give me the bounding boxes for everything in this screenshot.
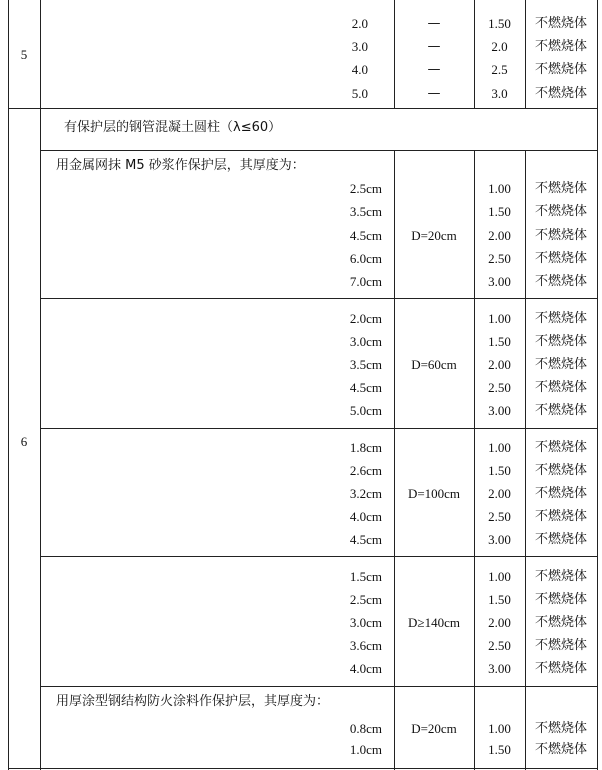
combustibility-category: 不燃烧体 — [534, 509, 587, 524]
fire-limit-value: 3.00 — [488, 532, 511, 547]
section-number: 5 — [20, 47, 28, 62]
column-divider — [525, 298, 526, 428]
fire-limit-value: 2.00 — [488, 486, 511, 501]
thickness-value: 3.5cm — [349, 357, 382, 372]
thickness-value: 5.0cm — [349, 403, 382, 418]
column-divider — [474, 686, 475, 770]
fire-limit-value: 1.50 — [488, 204, 511, 219]
combustibility-category: 不燃烧体 — [534, 638, 587, 653]
fire-limit-value: 3.00 — [488, 403, 511, 418]
group-rule — [40, 686, 597, 687]
column-divider — [525, 150, 526, 298]
thickness-value: 1.5cm — [349, 569, 382, 584]
thickness-value: 2.5cm — [349, 181, 382, 196]
thickness-value: 4.0cm — [349, 661, 382, 676]
diameter-condition: D=20cm — [411, 228, 457, 243]
combustibility-category: 不燃烧体 — [534, 228, 587, 243]
thickness-value: 4.5cm — [349, 532, 382, 547]
fire-limit-value: 2.00 — [488, 228, 511, 243]
fire-limit-value: 1.00 — [488, 181, 511, 196]
row-rule — [40, 150, 597, 151]
condition-dash: — — [427, 86, 441, 101]
column-divider — [394, 428, 395, 556]
fire-limit-value: 3.00 — [488, 661, 511, 676]
thickness-value: 2.6cm — [349, 463, 382, 478]
fire-limit-value: 2.50 — [488, 251, 511, 266]
combustibility-category: 不燃烧体 — [534, 615, 587, 630]
diameter-condition: D≥140cm — [408, 615, 460, 630]
combustibility-category: 不燃烧体 — [534, 86, 587, 101]
fire-limit-value: 1.50 — [488, 334, 511, 349]
thickness-value: 1.8cm — [349, 440, 382, 455]
combustibility-category: 不燃烧体 — [534, 569, 587, 584]
fire-limit-value: 1.50 — [488, 742, 511, 757]
combustibility-category: 不燃烧体 — [534, 661, 587, 676]
column-divider — [394, 556, 395, 686]
column-divider — [525, 686, 526, 770]
table-border-right — [597, 0, 598, 770]
fire-limit-value: 1.50 — [488, 463, 511, 478]
column-divider — [474, 428, 475, 556]
group-rule — [40, 298, 597, 299]
fire-limit-value: 1.00 — [488, 569, 511, 584]
fire-limit-value: 1.00 — [488, 440, 511, 455]
section-rule — [8, 108, 597, 109]
combustibility-category: 不燃烧体 — [534, 204, 587, 219]
column-divider — [474, 0, 475, 108]
protection-intro: 用厚涂型钢结构防火涂料作保护层，其厚度为： — [56, 694, 330, 709]
thickness-value: 3.2cm — [349, 486, 382, 501]
combustibility-category: 不燃烧体 — [534, 16, 587, 31]
combustibility-category: 不燃烧体 — [534, 251, 587, 266]
combustibility-category: 不燃烧体 — [534, 357, 587, 372]
combustibility-category: 不燃烧体 — [534, 380, 587, 395]
combustibility-category: 不燃烧体 — [534, 721, 587, 736]
combustibility-category: 不燃烧体 — [534, 486, 587, 501]
fire-limit-value: 1.50 — [488, 592, 511, 607]
thickness-value: 7.0cm — [349, 274, 382, 289]
group-rule — [40, 428, 597, 429]
combustibility-category: 不燃烧体 — [534, 463, 587, 478]
combustibility-category: 不燃烧体 — [534, 311, 587, 326]
condition-dash: — — [427, 62, 441, 77]
combustibility-category: 不燃烧体 — [534, 592, 587, 607]
thickness-value: 3.0cm — [349, 615, 382, 630]
fire-limit-value: 2.50 — [488, 380, 511, 395]
thickness-value: 2.0 — [351, 16, 368, 31]
thickness-value: 3.0 — [351, 39, 368, 54]
diameter-condition: D=100cm — [407, 486, 461, 501]
combustibility-category: 不燃烧体 — [534, 403, 587, 418]
fire-limit-value: 2.0 — [491, 39, 508, 54]
thickness-value: 4.5cm — [349, 380, 382, 395]
thickness-value: 3.6cm — [349, 638, 382, 653]
fire-limit-value: 1.00 — [488, 721, 511, 736]
thickness-value: 4.0 — [351, 62, 368, 77]
thickness-value: 3.5cm — [349, 204, 382, 219]
fire-limit-value: 3.00 — [488, 274, 511, 289]
fire-limit-value: 1.00 — [488, 311, 511, 326]
column-divider — [394, 298, 395, 428]
thickness-value: 0.8cm — [349, 721, 382, 736]
section-number-divider — [40, 0, 41, 770]
column-divider — [394, 686, 395, 770]
combustibility-category: 不燃烧体 — [534, 440, 587, 455]
combustibility-category: 不燃烧体 — [534, 532, 587, 547]
thickness-value: 2.5cm — [349, 592, 382, 607]
table-border-left — [8, 0, 9, 770]
fire-limit-value: 1.50 — [488, 16, 511, 31]
column-divider — [525, 428, 526, 556]
diameter-condition: D=60cm — [411, 357, 457, 372]
column-divider — [394, 150, 395, 298]
combustibility-category: 不燃烧体 — [534, 181, 587, 196]
fire-limit-value: 2.50 — [488, 638, 511, 653]
fire-limit-value: 2.5 — [491, 62, 508, 77]
combustibility-category: 不燃烧体 — [534, 742, 587, 757]
combustibility-category: 不燃烧体 — [534, 62, 587, 77]
fire-limit-value: 2.00 — [488, 615, 511, 630]
thickness-value: 3.0cm — [349, 334, 382, 349]
thickness-value: 5.0 — [351, 86, 368, 101]
combustibility-category: 不燃烧体 — [534, 274, 587, 289]
column-divider — [474, 150, 475, 298]
combustibility-category: 不燃烧体 — [534, 39, 587, 54]
fire-limit-value: 2.00 — [488, 357, 511, 372]
group-rule — [40, 556, 597, 557]
column-divider — [474, 298, 475, 428]
section-header: 有保护层的钢管混凝土圆柱（λ≤60） — [64, 120, 282, 135]
condition-dash: — — [427, 16, 441, 31]
thickness-value: 4.5cm — [349, 228, 382, 243]
thickness-value: 6.0cm — [349, 251, 382, 266]
thickness-value: 1.0cm — [349, 742, 382, 757]
thickness-value: 2.0cm — [349, 311, 382, 326]
column-divider — [525, 0, 526, 108]
thickness-value: 4.0cm — [349, 509, 382, 524]
diameter-condition: D=20cm — [411, 721, 457, 736]
column-divider — [525, 556, 526, 686]
combustibility-category: 不燃烧体 — [534, 334, 587, 349]
protection-intro: 用金属网抹 M5 砂浆作保护层，其厚度为： — [56, 158, 305, 173]
section-number: 6 — [20, 434, 28, 449]
table-border-bottom — [8, 768, 597, 769]
fire-limit-value: 2.50 — [488, 509, 511, 524]
condition-dash: — — [427, 39, 441, 54]
column-divider — [394, 0, 395, 108]
fire-limit-value: 3.0 — [491, 86, 508, 101]
column-divider — [474, 556, 475, 686]
